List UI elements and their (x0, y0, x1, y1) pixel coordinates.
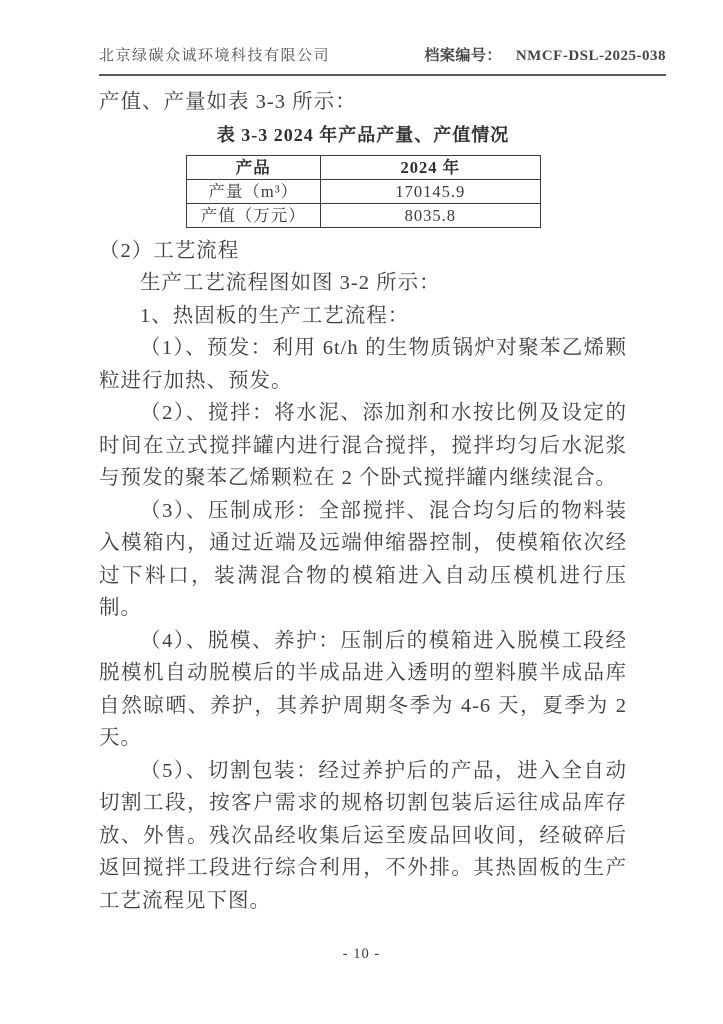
intro-line: 产值、产量如表 3-3 所示： (99, 91, 357, 113)
table-cell-value: 170145.9 (321, 179, 540, 203)
page-number: - 10 - (342, 946, 381, 962)
paragraph-board-process-heading: 1、热固板的生产工艺流程： (140, 304, 410, 327)
company-name: 北京绿碳众诚环境科技有限公司 (99, 48, 331, 64)
archive-number: NMCF-DSL-2025-038 (515, 48, 666, 64)
archive-number-group (424, 44, 666, 65)
table-caption: 表 3-3 2024 年产品产量、产值情况 (216, 124, 510, 145)
paragraph-step-2: （2）、搅拌：将水泥、添加剂和水按比例及设定的时间在立式搅拌罐内进行混合搅拌，搅拌均匀后水泥浆与预发的聚苯乙烯颗粒在 2 个卧式搅拌罐内继续混合。 (99, 402, 627, 489)
table-header-product: 产品 (186, 155, 321, 179)
paragraph-flowchart-ref: 生产工艺流程图如图 3-2 所示： (140, 272, 441, 294)
archive-label: 档案编号： (424, 48, 502, 64)
table-header-year: 2024 年 (321, 155, 540, 179)
table-cell-value: 8035.8 (321, 203, 540, 227)
paragraph-step-4: （4）、脱模、养护：压制后的模箱进入脱模工段经脱模机自动脱模后的半成品进入透明的塑料膜半成品库自然晾晒、养护，其养护周期冬季为 4-6 天，夏季为 2 天。 (99, 629, 627, 749)
table-cell-label: 产量（m³） (186, 179, 321, 203)
page-header (99, 44, 666, 76)
table-cell-label: 产值（万元） (186, 203, 321, 227)
paragraph-step-3: （3）、压制成形：全部搅拌、混合均匀后的物料装入模箱内，通过近端及远端伸缩器控制，使模箱依次经过下料口，装满混合物的模箱进入自动压模机进行压制。 (99, 499, 627, 619)
table-row (186, 203, 540, 227)
table-header-row (186, 155, 540, 179)
paragraph-step-1: （1）、预发：利用 6t/h 的生物质锅炉对聚苯乙烯颗粒进行加热、预发。 (99, 337, 627, 392)
table-row (186, 179, 540, 203)
paragraph-process-heading: （2）工艺流程 (99, 239, 240, 262)
paragraph-step-5: （5）、切割包装：经过养护后的产品，进入全自动切割工段，按客户需求的规格切割包装后运往成品库存放、外售。残次品经收集后运至废品回收间，经破碎后返回搅拌工段进行综合利用，不外排。其热固板的生产工艺流程见下图。 (99, 759, 627, 912)
production-table (186, 155, 541, 228)
document-body (99, 86, 627, 917)
